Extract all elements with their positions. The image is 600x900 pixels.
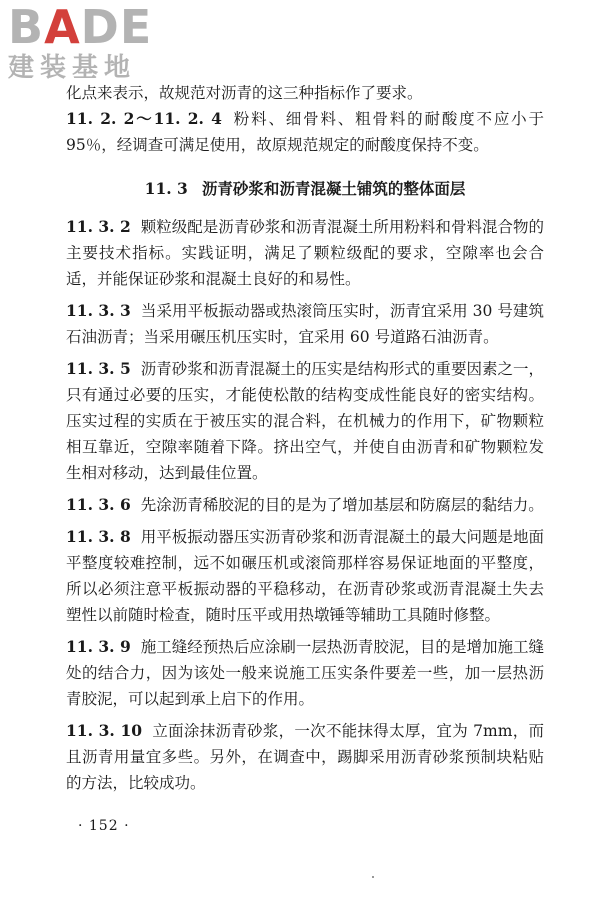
logo-brand bbox=[8, 0, 178, 54]
clause-11-3-2 bbox=[66, 214, 544, 292]
logo-brand-accent: A bbox=[44, 0, 81, 54]
clause-number: 11. 3. 8 bbox=[66, 527, 131, 546]
clause-number: 11. 3. 6 bbox=[66, 495, 131, 514]
clause-text: 沥青砂浆和沥青混凝土的压实是结构形式的重要因素之一，只有通过必要的压实，才能使松散的结构变成性能良好的密实结构。压实过程的实质在于被压实的混合料，在机械力的作用下，矿物颗粒相互靠近，空隙率随着下降。挤出空气，并使自由沥青和矿物颗粒发生相对移动，达到最佳位置。 bbox=[66, 360, 544, 482]
clause-text: 立面涂抹沥青砂浆，一次不能抹得太厚，宜为 7mm，而且沥青用量宜多些。另外，在调查中，踢脚采用沥青砂浆预制块粘贴的方法，比较成功。 bbox=[66, 722, 544, 792]
paragraph-text: 化点来表示，故规范对沥青的这三种指标作了要求。 bbox=[66, 84, 423, 102]
clause-number: 11. 2. 2～11. 2. 4 bbox=[66, 109, 222, 128]
section-heading bbox=[66, 176, 544, 202]
clause-11-3-6 bbox=[66, 492, 544, 518]
clause-11-2-2-4 bbox=[66, 106, 544, 158]
logo-brand-suffix: DE bbox=[80, 0, 153, 54]
clause-11-3-3 bbox=[66, 298, 544, 350]
clause-11-3-9 bbox=[66, 634, 544, 712]
section-number: 11. 3 bbox=[144, 179, 188, 198]
scan-speck bbox=[372, 876, 374, 878]
clause-11-3-5 bbox=[66, 356, 544, 486]
continuation-paragraph bbox=[66, 80, 544, 106]
page-body bbox=[66, 80, 544, 796]
clause-text: 粉料、细骨料、粗骨料的耐酸度不应小于 95％，经调查可满足使用，故原规范规定的耐酸度保持不变。 bbox=[66, 110, 544, 154]
clause-number: 11. 3. 2 bbox=[66, 217, 131, 236]
clause-text: 施工缝经预热后应涂刷一层热沥青胶泥，目的是增加施工缝处的结合力，因为该处一般来说施工压实条件要差一些，加一层热沥青胶泥，可以起到承上启下的作用。 bbox=[66, 638, 544, 708]
logo-subtitle: 建装基地 bbox=[8, 53, 137, 83]
clause-text: 先涂沥青稀胶泥的目的是为了增加基层和防腐层的黏结力。 bbox=[140, 496, 544, 514]
logo-brand-prefix: B bbox=[8, 0, 45, 54]
clause-text: 颗粒级配是沥青砂浆和沥青混凝土所用粉料和骨料混合物的主要技术指标。实践证明，满足了颗粒级配的要求，空隙率也会合适，并能保证砂浆和混凝土良好的和易性。 bbox=[66, 218, 544, 288]
logo bbox=[8, 0, 178, 88]
clause-number: 11. 3. 3 bbox=[66, 301, 131, 320]
clause-number: 11. 3. 10 bbox=[66, 721, 143, 740]
clause-11-3-8 bbox=[66, 524, 544, 628]
clause-text: 用平板振动器压实沥青砂浆和沥青混凝土的最大问题是地面平整度较难控制，远不如碾压机或滚筒那样容易保证地面的平整度，所以必须注意平板振动器的平稳移动，在沥青砂浆或沥青混凝土失去塑性以前随时检查，随时压平或用热墩锤等辅助工具随时修整。 bbox=[66, 528, 544, 624]
clause-number: 11. 3. 5 bbox=[66, 359, 131, 378]
section-title: 沥青砂浆和沥青混凝土铺筑的整体面层 bbox=[201, 179, 466, 198]
page-number: · 152 · bbox=[78, 818, 130, 834]
clause-text: 当采用平板振动器或热滚筒压实时，沥青宜采用 30 号建筑石油沥青；当采用碾压机压实时，宜采用 60 号道路石油沥青。 bbox=[66, 302, 544, 346]
clause-11-3-10 bbox=[66, 718, 544, 796]
clause-number: 11. 3. 9 bbox=[66, 637, 131, 656]
